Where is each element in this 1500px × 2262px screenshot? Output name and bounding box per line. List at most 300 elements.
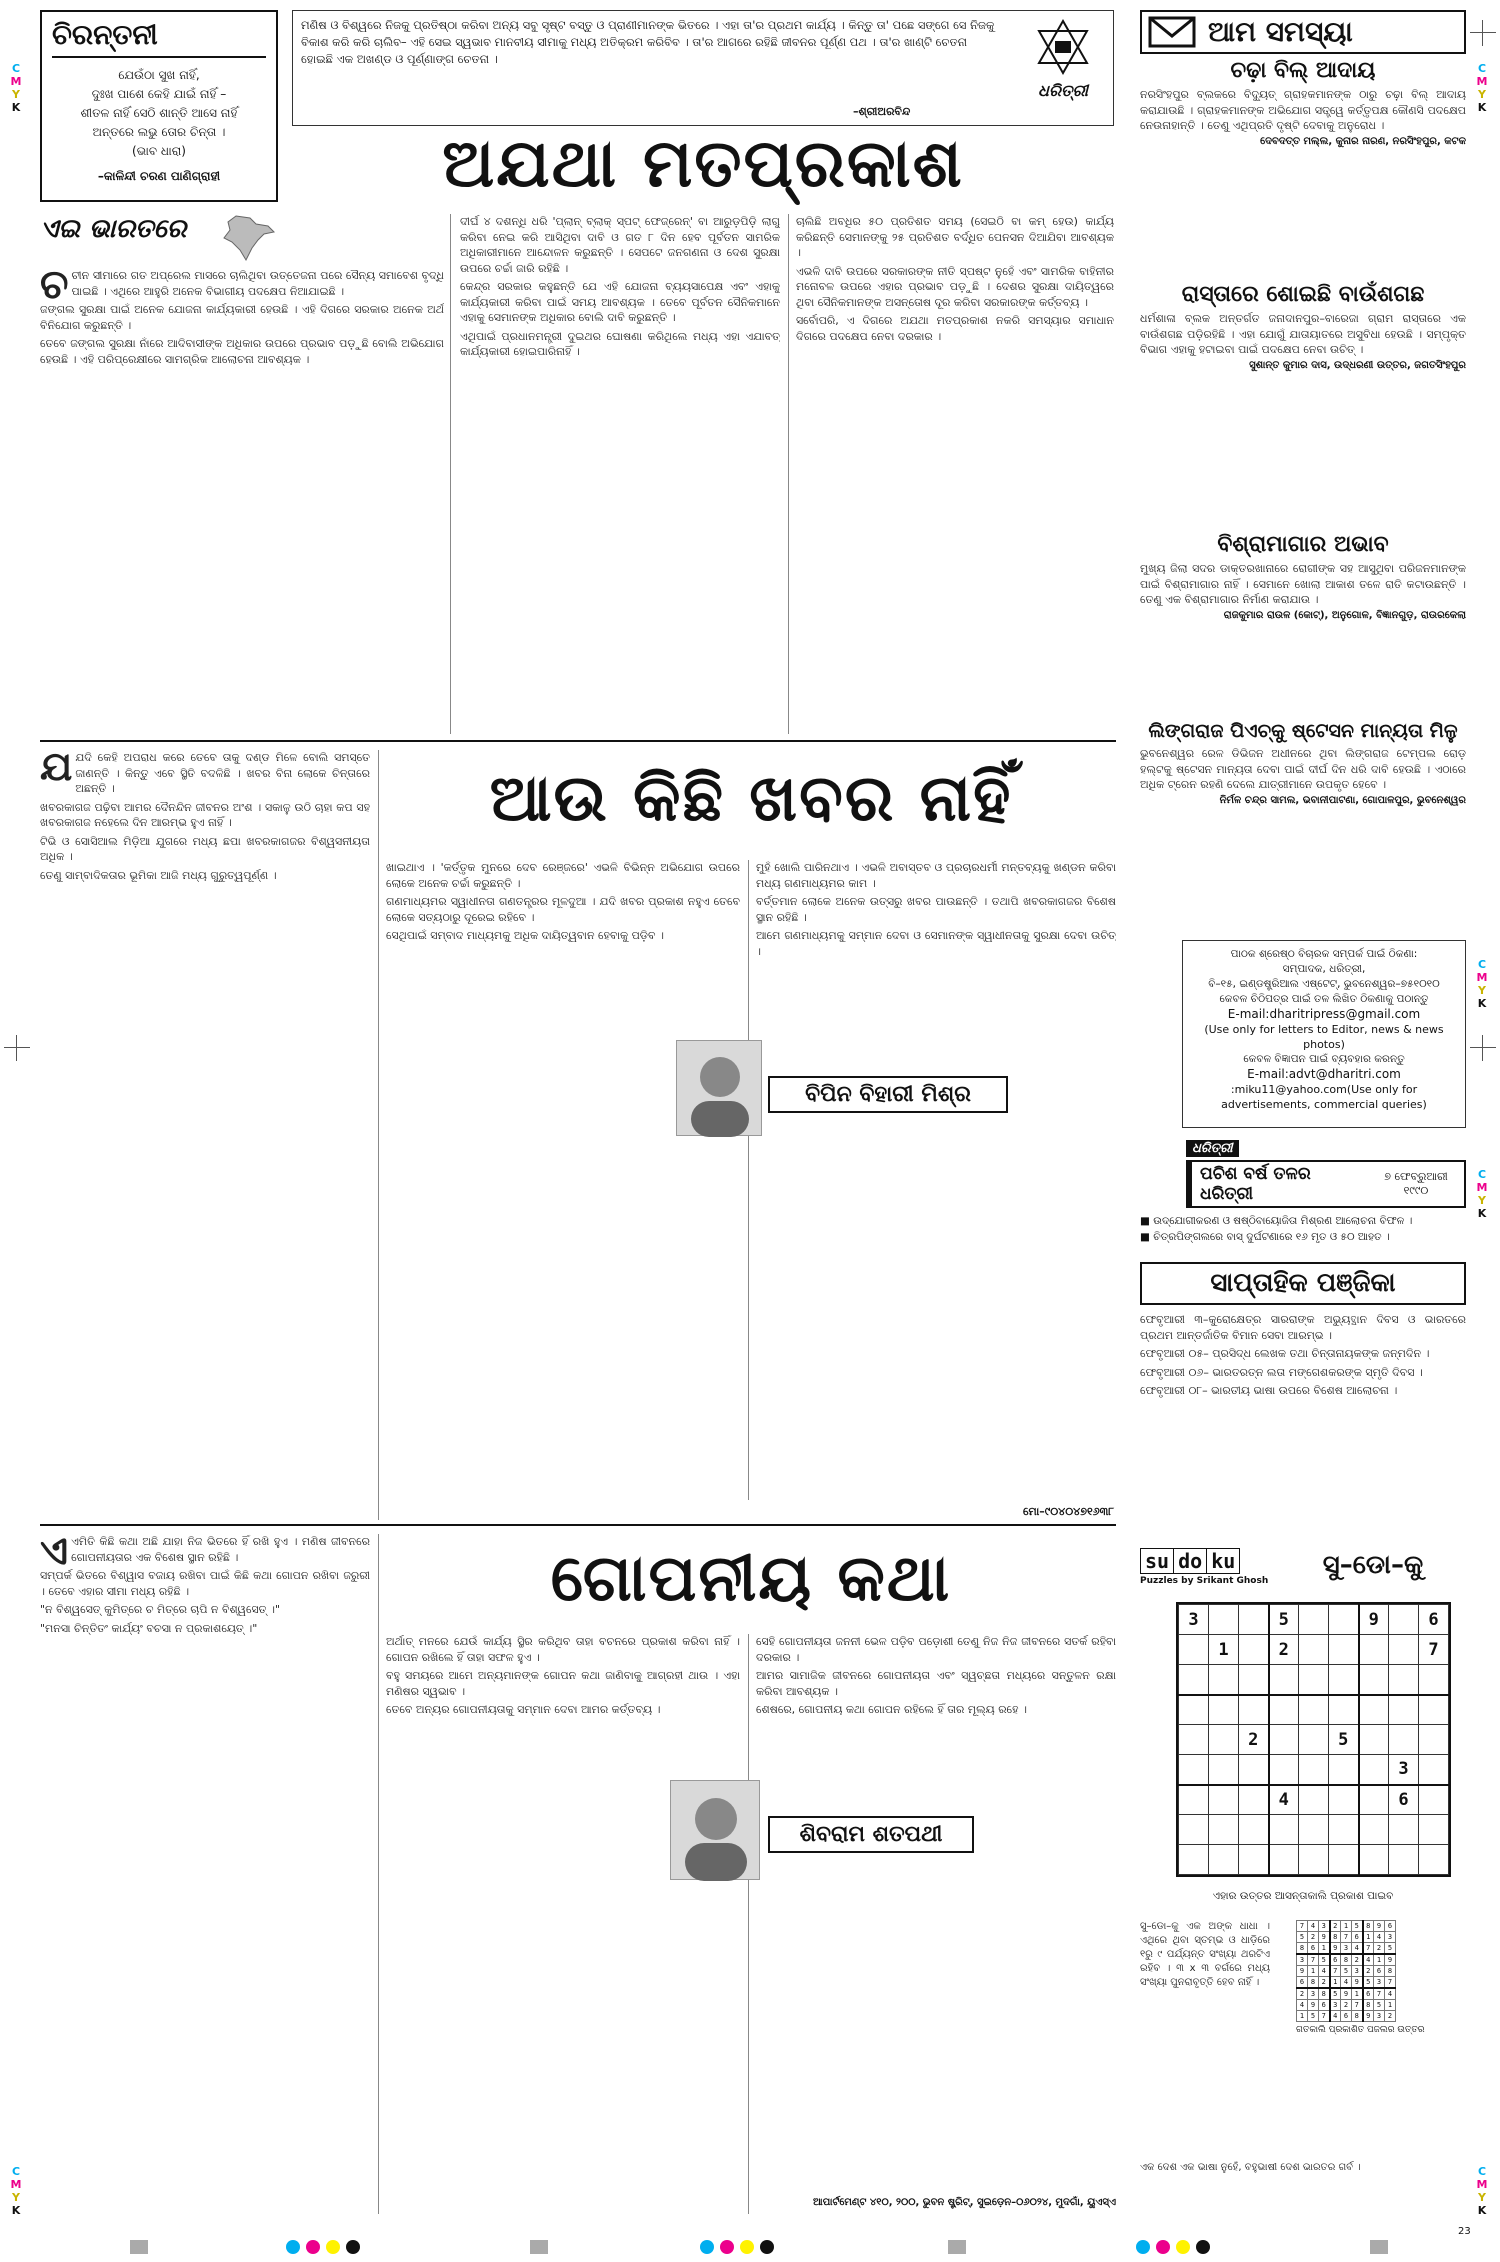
sudoku-cell [1299,1665,1329,1695]
solution-cell: 3 [1341,1943,1352,1955]
editorial-col-1 [460,214,780,734]
sudoku-cell: 4 [1269,1785,1299,1815]
reg-c: C [1477,2165,1487,2178]
solution-cell: 4 [1330,2011,1341,2022]
bullet-icon: ■ [1140,1215,1154,1227]
chirantani-author: –କାଳିନ୍ଦୀ ଚରଣ ପାଣିଗ୍ରାହୀ [97,169,221,183]
contact-addr: କେବଳ ଚିଠିପତ୍ର ପାଇଁ ତଳ ଲିଖିତ ଠିକଣାକୁ ପଠାନ୍ତୁ [1219,993,1429,1005]
no-news-para [40,750,370,797]
verse-line: ଅନ୍ତରେ ଲଭୁ ତୋର ଚିନ୍ତା । [92,125,226,139]
letter-item [1140,532,1466,621]
years-ago-box [1140,1140,1466,1250]
solution-cell: 9 [1330,1943,1341,1955]
sudoku-cell: 2 [1239,1725,1269,1755]
sudoku-cell [1209,1845,1239,1875]
no-news-para: ଟିଭି ଓ ସୋସିଆଲ ମିଡ଼ିଆ ଯୁଗରେ ମଧ୍ୟ ଛପା ଖବରକାଗଜର ବିଶ୍ୱସନୀୟତା ଅଧିକ । [40,834,370,863]
black-dot [1196,2240,1210,2254]
sudoku-cell [1209,1815,1239,1845]
sudoku-cell [1239,1815,1269,1845]
secret-para: "ନ ବିଶ୍ୱସେତ୍ କୁମିତ୍ରେ ଚ ମିତ୍ରେ ଚାପି ନ ବିଶ୍ୱସେତ୍ ।" [40,1603,281,1616]
solution-cell: 1 [1308,1966,1319,1977]
years-ago-date: ୭ ଫେବ୍ରୁଆରୀ ୧୯୯୦ [1384,1170,1448,1197]
author-name-shivaram: ଶିବରାମ ଶତପଥୀ [768,1816,974,1853]
weekly-list [1140,1312,1466,1402]
solution-cell: 5 [1363,1977,1374,1989]
secret-address: ଆପାର୍ଟମେଣ୍ଟ ୪୧୦, ୨୦୦, ଭୁବନ ଷ୍ଟ୍ରିଟ୍, ସୁଇଡ଼େନ–୦୬୦୨୪, ମୁଦଗାଁ, ୟୁଏସ୍ଏ [813,2197,1116,2208]
sudoku-cell [1299,1605,1329,1635]
secret-col-1 [40,1534,370,2214]
sudoku-cell [1179,1695,1209,1725]
sudoku-cell [1269,1815,1299,1845]
solution-cell: 8 [1308,1977,1319,1989]
years-ago-text: ଉଦ୍‌ଯୋଗୀକରଣ ଓ ଷଷ୍ଠିବାୟୋଜିତା ମିଶ୍ରଣ ଆଲୋଚନା ବିଫଳ । [1153,1215,1413,1227]
sudoku-cell [1179,1665,1209,1695]
solution-cell: 8 [1363,2000,1374,2011]
sudoku-cell [1329,1785,1359,1815]
sudoku-cell [1329,1605,1359,1635]
sudoku-cell [1359,1635,1389,1665]
page-number: 23 [1458,2226,1471,2237]
reg-mark-right-lower [1476,1168,1488,1220]
sudoku-cell [1269,1665,1299,1695]
author-name-bipin: ବିପିନ ବିହାରୀ ମିଶ୍ର [768,1076,1008,1113]
cyan-dot [700,2240,714,2254]
solution-cell: 3 [1385,1932,1396,1943]
column-rule [378,1534,379,2214]
years-ago-item [1140,1214,1412,1229]
sudoku-cell [1209,1725,1239,1755]
sudoku-cell [1209,1755,1239,1785]
reg-mark-left-bottom [10,2165,22,2217]
solution-cell: 1 [1330,1977,1341,1989]
india-map-icon [216,214,278,262]
solution-cell: 2 [1385,2011,1396,2022]
solution-cell: 9 [1352,1977,1363,1989]
solution-cell: 7 [1319,2011,1330,2022]
contact-box [1182,940,1466,1128]
contact-email-note: (Use only for letters to Editor, news & news photos) [1204,1023,1444,1051]
sudoku-row [1179,1665,1449,1695]
editorial-para: ଏଥିପାଇଁ ପ୍ରଧାନମନ୍ତ୍ରୀ ଦୁଇଥର ଘୋଷଣା କରିଥିଲେ ମଧ୍ୟ ଏହା ଏଯାବତ୍ କାର୍ଯ୍ୟକାରୀ ହୋଇପାରିନାହିଁ । [460,329,780,358]
sudoku-row [1179,1785,1449,1815]
cyan-dot [286,2240,300,2254]
sudoku-cell [1179,1635,1209,1665]
bharat-title: ଏଇ ଭାରତରେ [40,214,187,244]
sudoku-cell: 9 [1359,1605,1389,1635]
sudoku-header [1140,1548,1466,1594]
sudoku-cell [1389,1815,1419,1845]
sudoku-cell: 5 [1269,1605,1299,1635]
solution-cell: 1 [1341,1921,1352,1932]
sudoku-row [1179,1605,1449,1635]
sudoku-brand-su: su [1140,1548,1174,1574]
solution-cell: 3 [1319,1921,1330,1932]
solution-cell: 3 [1297,1954,1308,1966]
sudoku-cell [1329,1635,1359,1665]
editorial-para: ଚାଲିଛି ଅବଧିର ୫୦ ପ୍ରତିଶତ ସମୟ (ସେଇଠି ବା କମ୍ ହେଉ) କାର୍ଯ୍ୟ କରିଛନ୍ତି ସେମାନଙ୍କୁ ୨୫ ପ୍ରତିଶତ ବର୍ଦ୍ଧିତ ପେନସନ ଦିଆଯିବା ଆବଶ୍ୟକ । [796,215,1114,259]
letters-header [1140,10,1466,54]
solution-cell: 1 [1297,2011,1308,2022]
solution-cell: 2 [1297,1988,1308,2000]
sudoku-cell [1419,1845,1449,1875]
sudoku-cell [1299,1725,1329,1755]
sudoku-rules: ସୁ–ଡୋ–କୁ ଏକ ଅଙ୍କ ଧାଧା । ଏଥିରେ ଥିବା ସ୍ତମ୍ଭ ଓ ଧାଡ଼ିରେ ୧ରୁ ୯ ପର୍ଯ୍ୟନ୍ତ ସଂଖ୍ୟା ଥରଟିଏ ରହିବ । ୩ x ୩ ବର୍ଗରେ ମଧ୍ୟ ସଂଖ୍ୟା ପୁନରାବୃତ୍ତି ହେବ ନାହିଁ । [1140,1921,1270,1988]
column-rule [450,214,451,734]
contact-ad-note: କେବଳ ବିଜ୍ଞାପନ ପାଇଁ ବ୍ୟବହାର କରନ୍ତୁ [1243,1053,1405,1065]
sudoku-cell [1269,1845,1299,1875]
sudoku-footer: ଏକ ଦେଶ ଏକ ଭାଷା ନୁହେଁ, ବହୁଭାଷୀ ଦେଶ ଭାରତର ଗର୍ବ । [1140,2162,1361,2173]
yellow-dot [1176,2240,1190,2254]
magenta-dot [306,2240,320,2254]
sudoku-cell [1389,1605,1419,1635]
sudoku-cell [1329,1665,1359,1695]
portrait-icon [677,1041,763,1137]
solution-cell: 4 [1363,1954,1374,1966]
sudoku-cell [1389,1845,1419,1875]
solution-cell: 6 [1352,1932,1363,1943]
secret-title: ଗୋପନୀୟ କଥା [550,1542,952,1616]
reg-c: C [1477,62,1487,75]
contact-addr: ବି–୧୫, ଇଣ୍ଡଷ୍ଟ୍ରିଆଲ ଏଷ୍ଟେଟ୍, ଭୁବନେଶ୍ୱର–୭୫୧୦୧୦ [1208,978,1440,990]
letter-item [1140,58,1466,147]
top-quote-brand: ଧରିତ୍ରୀ [1038,81,1088,100]
sudoku-cell [1329,1755,1359,1785]
sudoku-cell [1299,1785,1329,1815]
no-news-col-3 [756,860,1116,1500]
solution-row [1297,1943,1396,1955]
sudoku-cell [1419,1785,1449,1815]
reg-c: C [11,62,21,75]
sudoku-odia-title: ସୁ–ଡୋ–କୁ [1322,1550,1424,1580]
sudoku-cell: 1 [1209,1635,1239,1665]
sudoku-cell [1209,1695,1239,1725]
sudoku-cell [1329,1845,1359,1875]
contact-email-yahoo[interactable]: :miku11@yahoo.com(Use only for advertisements, commercial queries) [1221,1083,1427,1111]
no-news-text: ଯଦି କେହି ଅପରାଧ କରେ ତେବେ ତାକୁ ଦଣ୍ଡ ମିଳେ ବୋଲି ସମସ୍ତେ ଜାଣନ୍ତି । କିନ୍ତୁ ଏବେ ସ୍ଥିତି ବଦଳିଛି । ଖବର ବିନା ଲୋକେ ଚିନ୍ତାରେ ଅଛନ୍ତି । [75,751,370,795]
sudoku-cell: 3 [1179,1605,1209,1635]
sudoku-cell [1389,1635,1419,1665]
top-quote-text: ମଣିଷ ଓ ବିଶ୍ୱରେ ନିଜକୁ ପ୍ରତିଷ୍ଠା କରିବା ଅନ୍ୟ ସବୁ ସୃଷ୍ଟ ବସ୍ତୁ ଓ ପ୍ରାଣୀମାନଙ୍କ ଭିତରେ । ଏହା ତା'ର ପ୍ରଥମ କାର୍ଯ୍ୟ । କିନ୍ତୁ ତା' ପଛେ ସଙ୍ଗେ ସେ ନିଜକୁ ବିକାଶ କରି କରି ଚାଲିବ– ଏହି ସେଇ ସ୍ୱଭାବ ମାନବୀୟ ସୀମାକୁ ମଧ୍ୟ ଅତିକ୍ରମ କରିବିବ । ତା'ର ଆଗରେ ରହିଛି ଜୀବନର ପୂର୍ଣ୍ଣ ପଥ । ତା'ର ଖାଣ୍ଟି ଚେତନା ହୋଇଛି ଏକ ଅଖଣ୍ଡ ଓ ପୂର୍ଣ୍ଣାଙ୍ଗ ଚେତନା । [301,18,995,66]
sudoku-cell [1329,1695,1359,1725]
years-ago-text: ଚିତ୍ରପିଙ୍ଗଲରେ ବାସ୍ ଦୁର୍ଘଟଣାରେ ୧୬ ମୃତ ଓ ୫୦ ଆହତ । [1153,1231,1390,1243]
sudoku-cell [1299,1755,1329,1785]
sudoku-cell [1359,1725,1389,1755]
solution-cell: 7 [1308,1954,1319,1966]
editorial-title: ଅଯଥା ମତପ୍ରକାଶ [442,125,964,202]
solution-cell: 5 [1330,1988,1341,2000]
sudoku-cell [1179,1725,1209,1755]
secret-para: ଆମର ସାମାଜିକ ଜୀବନରେ ଗୋପନୀୟତା ଏବଂ ସ୍ୱଚ୍ଛତା ମଧ୍ୟରେ ସନ୍ତୁଳନ ରକ୍ଷା କରିବା ଆବଶ୍ୟକ । [756,1669,1116,1698]
reg-mark-left-top [10,62,22,114]
letters-title: ଆମ ସମସ୍ୟା [1208,15,1353,48]
secret-para: "ମନସା ଚିନ୍ତିତଂ କାର୍ଯ୍ୟଂ ବଚସା ନ ପ୍ରକାଶୟେତ୍ ।" [40,1621,258,1635]
solution-cell: 8 [1363,1921,1374,1932]
secret-para: ତେବେ ଅନ୍ୟର ଗୋପନୀୟତାକୁ ସମ୍ମାନ ଦେବା ଆମର କର୍ତ୍ତବ୍ୟ । [386,1703,661,1716]
solution-cell: 6 [1297,1977,1308,1989]
editorial-col-2 [796,214,1114,734]
dropcap: ଯ [40,750,73,790]
solution-cell: 5 [1319,1954,1330,1966]
reg-mark-right-mid [1476,958,1488,1010]
contact-email-ads[interactable]: E-mail:advt@dharitri.com [1247,1067,1401,1081]
verse-line: ଯେଉଁଠା ସୁଖ ନାହିଁ, [118,68,200,82]
solution-cell: 3 [1330,2000,1341,2011]
solution-caption: ଗତକାଲି ପ୍ରକାଶିତ ପଜଲର ଉତ୍ତର [1296,2025,1425,2035]
years-ago-title: ପଚିଶ ବର୍ଷ ତଳର ଧରିତ୍ରୀ [1200,1164,1311,1204]
letter-title: ଲିଙ୍ଗରାଜ ପିଏଚ୍‌କୁ ଷ୍ଟେସନ ମାନ୍ୟତା ମିଳୁ [1148,720,1458,742]
secret-para: ସେହି ଗୋପନୀୟତା ଜନନୀ ଭେଳ ପଡ଼ିବ ପଡ଼ୋଶୀ ତେଣୁ ନିଜ ନିଜ ଜୀବନରେ ସତର୍କ ରହିବା ଦରକାର । [756,1635,1116,1664]
yellow-dot [740,2240,754,2254]
no-news-contact: ମୋ–୯୦୪୦୪୭୧୬୩୮ [1022,1505,1114,1518]
column-rule [788,214,789,734]
reg-c: C [1477,958,1487,971]
gray-patch [1370,2240,1388,2254]
sudoku-cell: 3 [1389,1755,1419,1785]
editorial-para: ସର୍ବୋପରି, ଏ ଦିଗରେ ଅଯଥା ମତପ୍ରକାଶ ନକରି ସମସ୍ୟାର ସମାଧାନ ଦିଗରେ ପଦକ୍ଷେପ ନେବା ଦରକାର । [796,314,1114,343]
sudoku-cell [1239,1695,1269,1725]
solution-cell: 8 [1330,1932,1341,1943]
section-divider [40,1524,1116,1526]
solution-cell: 3 [1352,1966,1363,1977]
solution-cell: 9 [1308,2000,1319,2011]
portrait-icon [671,1781,761,1881]
editorial-para: କେନ୍ଦ୍ର ସରକାର କହୁଛନ୍ତି ଯେ ଏହି ଯୋଜନା ବ୍ୟୟସାପେକ୍ଷ ଏବଂ ଏହାକୁ କାର୍ଯ୍ୟକାରୀ କରିବା ପାଇଁ ସମୟ ଆବଶ୍ୟକ । ତେବେ ପୂର୍ବତନ ସୈନିକମାନେ ଏହାକୁ ସେମାନଙ୍କ ଅଧିକାର ବୋଲି ଦାବି କରୁଛନ୍ତି । [460,280,780,324]
letter-title: ଚଢ଼ା ବିଲ୍ ଆଦାୟ [1230,58,1376,83]
reg-y: Y [12,2191,20,2204]
contact-email-editor[interactable]: E-mail:dharitripress@gmail.com [1227,1007,1421,1021]
sudoku-cell [1209,1785,1239,1815]
solution-cell: 9 [1385,1954,1396,1966]
reg-m: M [10,75,22,88]
letter-title: ରାସ୍ତାରେ ଶୋଇଛି ବାଉଁଶଗଛ [1181,282,1425,307]
dropcap: ଚ [40,268,69,308]
sudoku-cell [1419,1725,1449,1755]
dropcap: ଏ [40,1534,69,1574]
contact-intro: ପାଠକ ଶ୍ରେଷ୍ଠ ବିଚାରକ ସମ୍ପର୍କ ପାଇଁ ଠିକଣା: [1230,948,1418,960]
letter-title: ବିଶ୍ରାମାଗାର ଅଭାବ [1217,532,1389,557]
solution-cell: 2 [1308,1932,1319,1943]
solution-cell: 2 [1319,1977,1330,1989]
letter-body: ଧର୍ମଶାଳା ବ୍ଲକ ଅନ୍ତର୍ଗତ ଜନାଦାନପୁର–ବାରେଜା ଗ୍ରାମ ରାସ୍ତାରେ ଏକ ବାଉଁଶଗଛ ପଡ଼ିରହିଛି । ଏହା ଯୋଗୁଁ ଯାତାୟାତରେ ଅସୁବିଧା ହେଉଛି । ସମ୍ପୃକ୍ତ ବିଭାଗ ଏହାକୁ ହଟାଇବା ପାଇଁ ପଦକ୍ଷେପ ନେବା ଉଚିତ୍ । [1140,312,1466,356]
sudoku-cell [1239,1635,1269,1665]
no-news-para: ସେଥିପାଇଁ ସମ୍ବାଦ ମାଧ୍ୟମକୁ ଅଧିକ ଦାୟିତ୍ୱବାନ ହେବାକୁ ପଡ଼ିବ । [386,929,664,942]
sudoku-note: ଏହାର ଉତ୍ତର ଆସନ୍ତାକାଲି ପ୍ରକାଶ ପାଇବ [1212,1890,1394,1902]
sudoku-cell: 6 [1389,1785,1419,1815]
sudoku-cell [1209,1665,1239,1695]
sudoku-cell [1299,1815,1329,1845]
solution-cell: 9 [1363,2011,1374,2022]
no-news-title: ଆଉ କିଛି ଖବର ନାହିଁ [489,762,1013,836]
solution-cell: 7 [1385,1977,1396,1989]
magenta-dot [720,2240,734,2254]
top-quote-box [292,10,1114,126]
no-news-para: ଆମେ ଗଣମାଧ୍ୟମକୁ ସମ୍ମାନ ଦେବା ଓ ସେମାନଙ୍କ ସ୍ୱାଧୀନତାକୁ ସୁରକ୍ଷା ଦେବା ଉଚିତ୍ । [756,929,1116,958]
letter-item [1140,720,1466,806]
sudoku-cell: 2 [1269,1635,1299,1665]
crop-cross-icon [4,1035,30,1061]
bullet-icon: ■ [1140,1231,1154,1243]
sudoku-cell [1179,1845,1209,1875]
black-dot [346,2240,360,2254]
no-news-para: ତେଣୁ ସାମ୍ବାଦିକତାର ଭୂମିକା ଆଜି ମଧ୍ୟ ଗୁରୁତ୍ୱପୂର୍ଣ୍ଣ । [40,868,277,882]
gray-patch [948,2240,966,2254]
letter-sign: ରାଜକୁମାର ରାଉଳ (କୋଟ୍), ଅନୁଗୋଳ, ବିଜ୍ଞାନଗୁଡ଼, ରାଉରକେଲା [1223,609,1466,621]
sudoku-cell: 6 [1419,1605,1449,1635]
reg-m: M [1476,2178,1488,2191]
sudoku-cell [1179,1785,1209,1815]
solution-cell: 6 [1308,1943,1319,1955]
solution-cell: 3 [1374,1977,1385,1989]
sudoku-cell [1359,1755,1389,1785]
letter-sign: ସୁଶାନ୍ତ କୁମାର ଦାସ, ଉଦ୍ଧରଣୀ ଉତ୍ତର, ଜଗତସିଂହପୁର [1249,359,1466,371]
sudoku-cell [1419,1755,1449,1785]
solution-cell: 6 [1374,1966,1385,1977]
sudoku-cell: 7 [1419,1635,1449,1665]
solution-cell: 5 [1352,1921,1363,1932]
letter-body: ଭୁବନେଶ୍ୱର ରେଳ ଡିଭିଜନ ଅଧୀନରେ ଥିବା ଲିଙ୍ଗରାଜ ଟେମ୍ପଲ ରୋଡ଼ ହଲ୍ଟକୁ ଷ୍ଟେସନ ମାନ୍ୟତା ଦେବା ପାଇଁ ଦୀର୍ଘ ଦିନ ଧରି ଦାବି ହେଉଛି । ଏଠାରେ ଅଧିକ ଟ୍ରେନ ରହଣି ଦେଲେ ଯାତ୍ରୀମାନେ ଉପକୃତ ହେବେ । [1140,747,1466,791]
letter-sign: ଦେବଦତ୍ତ ମଲ୍ଲ, କୁନାର ନାରଣ, ନରସିଂହପୁର, କଟକ [1260,135,1466,147]
secret-col-2 [386,1634,740,2214]
reg-k: K [1477,1207,1487,1220]
reg-k: K [11,2204,21,2217]
solution-cell: 1 [1374,1954,1385,1966]
editorial-para: ଏଭଳି ଦାବି ଉପରେ ସରକାରଙ୍କ ନୀତି ସ୍ପଷ୍ଟ ନୁହେଁ ଏବଂ ସାମରିକ ବାହିନୀର ମନୋବଳ ଉପରେ ଏହାର ପ୍ରଭାବ ପଡ଼ୁଛି । ଦେଶର ସୁରକ୍ଷା ଦାୟିତ୍ୱରେ ଥିବା ସୈନିକମାନଙ୍କ ଅସନ୍ତୋଷ ଦୂର କରିବା ସରକାରଙ୍କ କର୍ତ୍ତବ୍ୟ । [796,264,1114,309]
no-news-para: ଗଣମାଧ୍ୟମର ସ୍ୱାଧୀନତା ଗଣତନ୍ତ୍ରର ମୂଳଦୁଆ । ଯଦି ଖବର ପ୍ରକାଶ ନହୁଏ ତେବେ ଲୋକେ ସତ୍ୟଠାରୁ ଦୂରେଇ ରହିବେ । [386,895,740,924]
solution-cell: 4 [1374,1932,1385,1943]
yellow-dot [326,2240,340,2254]
solution-row [1297,2011,1396,2022]
sudoku-cell [1209,1605,1239,1635]
solution-cell: 6 [1385,1921,1396,1932]
sudoku-cell [1389,1695,1419,1725]
solution-cell: 6 [1319,2000,1330,2011]
solution-cell: 7 [1352,2000,1363,2011]
letter-sign: ନିର୍ମଳ ଚନ୍ଦ୍ର ସାମଲ, ଭବାନୀପାଟଣା, ଗୋପାଳପୁର, ଭୁବନେଶ୍ୱର [1219,794,1466,806]
reg-k: K [1477,997,1487,1010]
sudoku-cell [1269,1725,1299,1755]
sudoku-solution [1296,1920,1425,2035]
no-news-col-2 [386,860,740,1500]
secret-text: ଏମିତି କିଛି କଥା ଅଛି ଯାହା ନିଜ ଭିତରେ ହିଁ ରଖି ହୁଏ । ମଣିଷ ଜୀବନରେ ଗୋପନୀୟତାର ଏକ ବିଶେଷ ସ୍ଥାନ ରହିଛି । [71,1535,370,1564]
reg-m: M [1476,75,1488,88]
sudoku-cell [1239,1785,1269,1815]
column-rule [748,1634,749,2214]
solution-cell: 4 [1319,1966,1330,1977]
years-ago-logo: ଧରିତ୍ରୀ [1186,1140,1239,1157]
solution-row [1297,1921,1396,1932]
sudoku-cell [1359,1845,1389,1875]
secret-para: ସମ୍ପର୍କ ଭିତରେ ବିଶ୍ୱାସ ବଜାୟ ରଖିବା ପାଇଁ କିଛି କଥା ଗୋପନ ରଖିବା ଜରୁରୀ । ତେବେ ଏହାର ସୀମା ମଧ୍ୟ ରହିଛି । [40,1569,370,1598]
secret-col-3 [756,1634,1116,2194]
column-rule [378,750,379,1520]
top-quote-author: –ଶ୍ରୀଅରବିନ୍ଦ [853,105,911,118]
solution-cell: 1 [1352,1988,1363,2000]
sudoku-cell [1389,1665,1419,1695]
solution-cell: 7 [1297,1921,1308,1932]
sudoku-cell [1239,1665,1269,1695]
sudoku-cell [1419,1665,1449,1695]
solution-cell: 9 [1297,1966,1308,1977]
solution-cell: 5 [1341,1966,1352,1977]
sudoku-cell [1359,1695,1389,1725]
reg-y: Y [1478,2191,1486,2204]
solution-cell: 9 [1319,1932,1330,1943]
solution-cell: 8 [1352,2011,1363,2022]
solution-cell: 4 [1352,1943,1363,1955]
sudoku-brand-ku: ku [1207,1548,1240,1574]
verse-line: (ଭାବ ଧାରା) [132,144,186,158]
solution-cell: 8 [1297,1943,1308,1955]
bharat-header [40,214,278,264]
solution-cell: 7 [1341,1932,1352,1943]
contact-addr: ସମ୍ପାଦକ, ଧରିତ୍ରୀ, [1282,963,1366,975]
sudoku-brand [1140,1548,1240,1574]
solution-cell: 4 [1297,2000,1308,2011]
reg-y: Y [1478,88,1486,101]
weekly-item: ଫେବୃଆରୀ ୩–କୁରୋକ୍ଷେତ୍ର ସାରରାଙ୍କ ଅଭ୍ୟୁତ୍ଥାନ ଦିବସ ଓ ଭାରତରେ ପ୍ରଥମ ଆନ୍ତର୍ଜାତିକ ବିମାନ ସେବା ଆରମ୍ଭ । [1140,1313,1466,1342]
sudoku-cell [1179,1755,1209,1785]
reg-m: M [10,2178,22,2191]
solution-cell: 2 [1341,2000,1352,2011]
black-dot [760,2240,774,2254]
sudoku-row [1179,1755,1449,1785]
section-divider [40,740,1116,742]
reg-m: M [1476,971,1488,984]
reg-c: C [1477,1168,1487,1181]
star-emblem-icon [1033,17,1093,77]
reg-m: M [1476,1181,1488,1194]
secret-para: ଅର୍ଥାତ୍ ମନରେ ଯେଉଁ କାର୍ଯ୍ୟ ସ୍ଥିର କରିଥିବ ତାହା ବଚନରେ ପ୍ରକାଶ କରିବା ନାହିଁ । ଗୋପନ ରଖିଲେ ହିଁ ତାହା ସଫଳ ହୁଏ । [386,1635,740,1664]
no-news-para: ଖାଇଥାଏ । 'କର୍ତ୍ତୃକ ମୁନରେ ଦେବ ରେଞ୍ଜରେ' ଏଭଳି ବିଭିନ୍ନ ଅଭିଯୋଗ ଉପରେ ଲୋକେ ଅନେକ ଚର୍ଚ୍ଚା କରୁଛନ୍ତି । [386,861,740,890]
solution-cell: 1 [1319,1943,1330,1955]
sudoku-cell [1239,1605,1269,1635]
sudoku-row [1179,1815,1449,1845]
solution-row [1297,1977,1396,1989]
sudoku-brand-do: do [1174,1548,1207,1574]
solution-cell: 1 [1385,2000,1396,2011]
verse-line: ଶୀତଳ ନାହିଁ ସେଠି ଶାନ୍ତି ଆସେ ନାହିଁ [80,106,238,120]
sudoku-row [1179,1845,1449,1875]
secret-para [40,1534,370,1574]
solution-cell: 8 [1319,1988,1330,2000]
secret-para: ଶେଷରେ, ଗୋପନୀୟ କଥା ଗୋପନ ରହିଲେ ହିଁ ତାର ମୂଲ୍ୟ ରହେ । [756,1703,1027,1716]
no-news-col-1 [40,750,370,1520]
magenta-dot [1156,2240,1170,2254]
no-news-para: ଖବରକାଗଜ ପଢ଼ିବା ଆମର ଦୈନନ୍ଦିନ ଜୀବନର ଅଂଶ । ସକାଳୁ ଉଠି ଚାହା କପ ସହ ଖବରକାଗଜ ନହେଲେ ଦିନ ଆରମ୍ଭ ହୁଏ ନାହିଁ । [40,800,370,829]
sudoku-table [1178,1604,1449,1875]
editorial-para: ଦୀର୍ଘ ୪ ଦଶନ୍ଧି ଧରି 'ପ୍ଲାନ୍ ବ୍ଲାକ୍ ସ୍ପଟ୍ ଫେଜ୍ରେନ୍' ବା ଆରୁଡ଼ପିଡ଼ି ଲାଗୁ କରିବା ନେଇ କରି ଆସିଥିବା ଦାବି ଓ ଗତ ୮ ଦିନ ହେବ ପୂର୍ବତନ ସାମରିକ ଅଧିକାରୀମାନେ ଆନ୍ଦୋଳନ କରୁଛନ୍ତି । ସେପଟେ ଜନଗଣନା ଓ ଦେଶ ସୁରକ୍ଷା ଉପରେ ଚର୍ଚ୍ଚା ଜାରି ରହିଛି । [460,215,780,275]
sudoku-cell [1269,1755,1299,1785]
sudoku-cell [1359,1815,1389,1845]
solution-cell: 4 [1308,1921,1319,1932]
bharat-text: ଚୀନ ସୀମାରେ ଗତ ଅପ୍ରେଲ ମାସରେ ଚାଲିଥିବା ଉତ୍ତେଜନା ପରେ ସୈନ୍ୟ ସମାବେଶ ବୃଦ୍ଧି ପାଇଛି । ଏଥିରେ ଆହୁରି ଅନେକ ବିଭାଗୀୟ ପଦକ୍ଷେପ ନିଆଯାଇଛି । [71,269,444,298]
reg-c: C [11,2165,21,2178]
gray-patch [530,2240,548,2254]
solution-cell: 4 [1341,1977,1352,1989]
weekly-item: ଫେବୃଆରୀ ୦୫– ପ୍ରସିଦ୍ଧ ଲେଖକ ତଥା ଚିନ୍ତାନାୟକଙ୍କ ଜନ୍ମଦିନ । [1140,1347,1430,1360]
reg-k: K [1477,2204,1487,2217]
solution-cell: 5 [1308,2011,1319,2022]
solution-cell: 2 [1374,1943,1385,1955]
solution-cell: 2 [1363,1966,1374,1977]
weekly-title: ସାପ୍ତାହିକ ପଞ୍ଜିକା [1140,1262,1466,1305]
dharitri-emblem [1023,17,1103,117]
gray-patch [130,2240,148,2254]
solution-cell: 7 [1374,1988,1385,2000]
solution-cell: 4 [1385,1988,1396,2000]
weekly-item: ଫେବୃଆରୀ ୦୮– ଭାରତୀୟ ଭାଷା ଉପରେ ବିଶେଷ ଆଲୋଚନା । [1140,1384,1398,1397]
sudoku-row [1179,1725,1449,1755]
